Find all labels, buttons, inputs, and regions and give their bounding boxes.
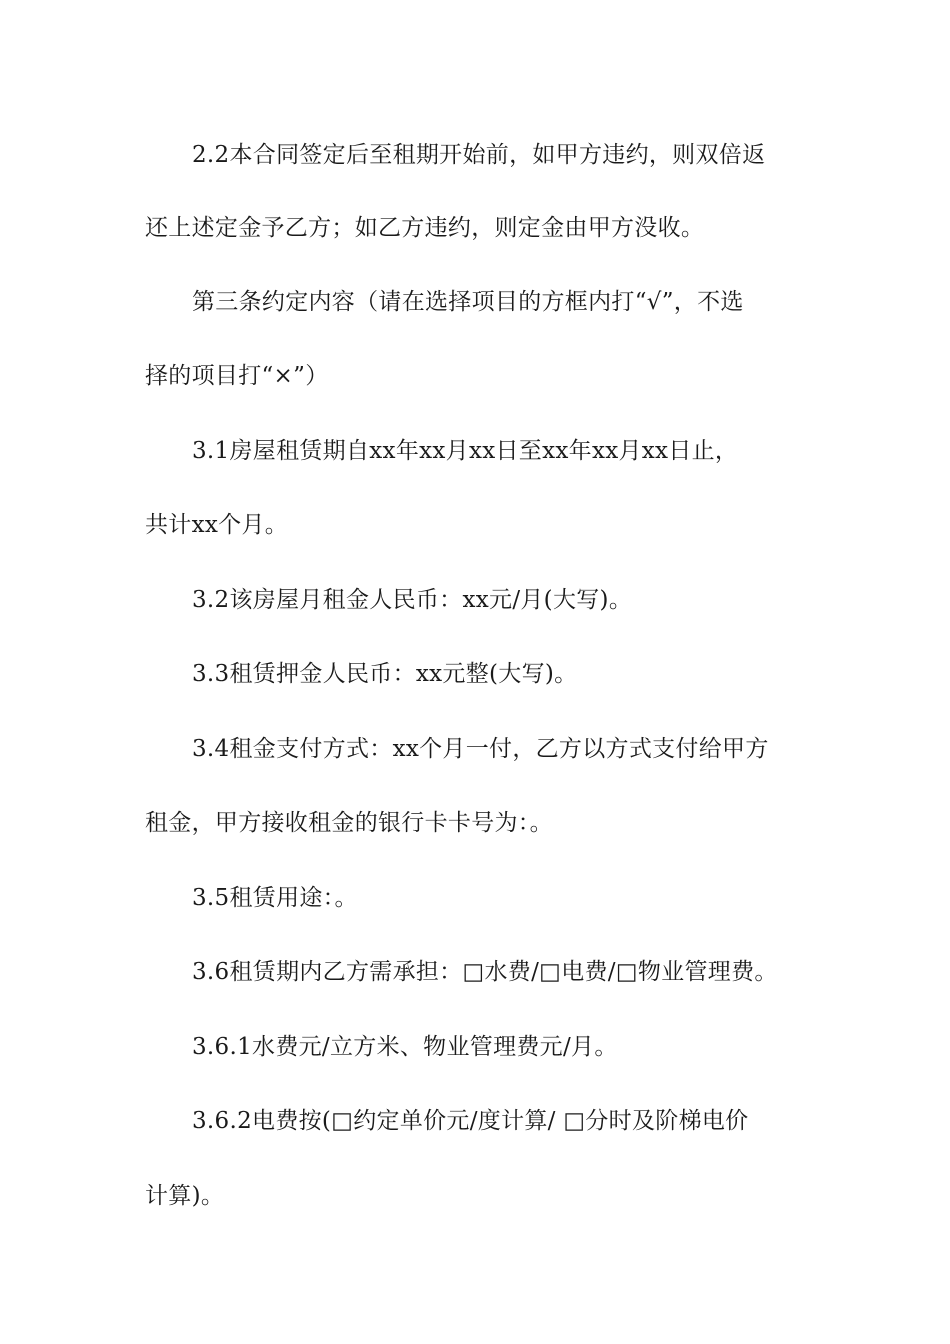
text-line: 3.1房屋租赁期自xx年xx月xx日至xx年xx月xx日止， (192, 438, 739, 464)
text-line: 择的项目打“×”） (145, 363, 329, 389)
text-line: 还上述定金予乙方；如乙方违约，则定金由甲方没收。 (145, 215, 705, 241)
text-line: 3.3租赁押金人民币：xx元整(大写)。 (192, 661, 578, 687)
text-line: 租金，甲方接收租金的银行卡卡号为：。 (145, 810, 553, 836)
text-line: 3.6.2电费按(□约定单价元/度计算/ □分时及阶梯电价 (192, 1108, 749, 1134)
text-line: 3.6租赁期内乙方需承担：□水费/□电费/□物业管理费。 (192, 959, 778, 985)
text-line: 第三条约定内容（请在选择项目的方框内打“√”，不选 (192, 289, 744, 315)
text-line: 2.2本合同签定后至租期开始前，如甲方违约，则双倍返 (192, 142, 766, 168)
text-line: 共计xx个月。 (145, 512, 289, 538)
text-line: 3.2该房屋月租金人民币：xx元/月(大写)。 (192, 587, 633, 613)
text-line: 3.4租金支付方式：xx个月一付，乙方以方式支付给甲方 (192, 736, 769, 762)
text-line: 计算)。 (145, 1183, 225, 1209)
text-line: 3.6.1水费元/立方米、物业管理费元/月。 (192, 1034, 618, 1060)
text-line: 3.5租赁用途：。 (192, 885, 358, 911)
